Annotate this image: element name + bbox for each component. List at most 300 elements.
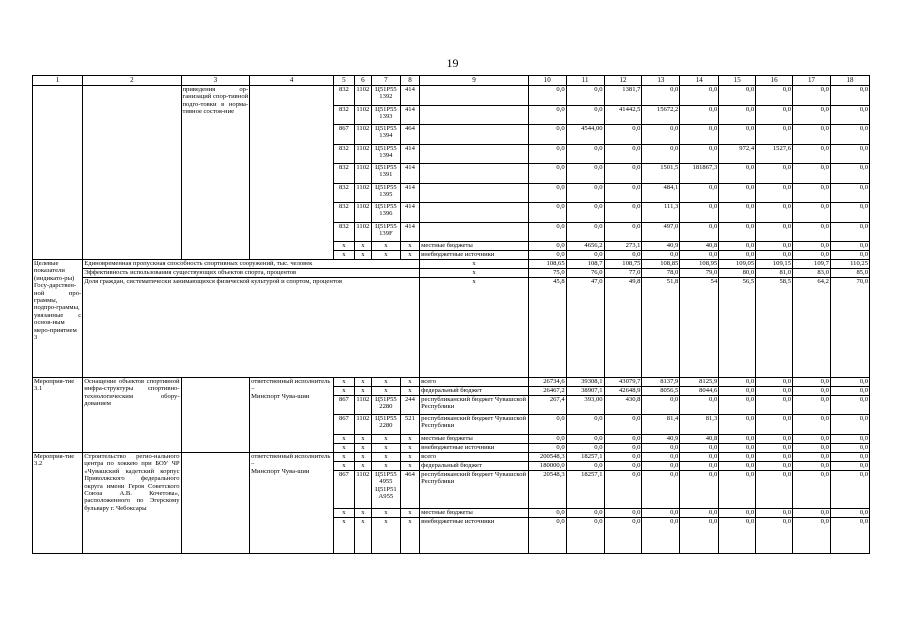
value-cell: 70,0 [830,278,869,378]
measure-name: Оснащение объектов спортивной инфра-структуры спортивно-технологическим обору-дованием [83,378,181,453]
value-cell: 0,0 [719,509,756,518]
value-cell: 0,0 [604,471,642,509]
code-section: 1102 [354,164,371,184]
value-cell: 41442,5 [604,105,642,125]
value-cell: 0,0 [719,86,756,106]
value-cell: 0,0 [830,203,869,223]
value-cell: 0,0 [566,183,604,203]
value-cell: 0,0 [830,378,869,387]
code-section: x [354,453,371,462]
value-cell: 0,0 [793,444,831,453]
column-header: 7 [372,76,401,86]
column-header: 11 [566,76,604,86]
value-cell: 0,0 [793,144,831,164]
value-cell: 0,0 [830,518,869,554]
funding-source [420,144,529,164]
code-target: Ц51Р55 1396 [372,203,401,223]
code-ministry: 832 [334,105,354,125]
value-cell: 0,0 [528,509,566,518]
code-section: 1102 [354,86,371,106]
funding-source: федеральный бюджет [420,387,529,396]
table-row [33,453,870,462]
code-target: Ц51Р55 1392 [372,86,401,106]
value-cell: 0,0 [756,183,793,203]
value-cell: 0,0 [642,396,680,415]
value-cell: 0,0 [528,183,566,203]
value-cell: 0,0 [566,518,604,554]
column-header: 13 [642,76,680,86]
code-ministry: 832 [334,144,354,164]
value-cell: 8137,9 [642,378,680,387]
code-expense: x [400,509,419,518]
value-cell: 0,0 [756,164,793,184]
value-cell: 0,0 [604,509,642,518]
value-cell: 81,0 [756,269,793,278]
value-cell: 497,0 [642,222,680,242]
value-cell: 393,00 [566,396,604,415]
value-cell: 0,0 [566,164,604,184]
funding-source: местные бюджеты [420,509,529,518]
empty-cell [181,453,250,554]
value-cell: 0,0 [604,222,642,242]
code-expense: 414 [400,222,419,242]
empty-cell [83,86,181,260]
executor-cell [250,378,334,453]
value-cell: 0,0 [528,222,566,242]
value-cell: 0,0 [793,86,831,106]
value-cell: 0,0 [680,471,719,509]
value-cell: 0,0 [528,518,566,554]
executor-role: ответственный исполнитель – [251,378,331,393]
value-cell: 0,0 [719,105,756,125]
code-ministry: x [334,378,354,387]
value-cell: 0,0 [719,125,756,145]
value-cell: 0,0 [793,183,831,203]
value-cell: 0,0 [830,435,869,444]
value-cell: 56,5 [719,278,756,378]
value-cell: 4656,2 [566,242,604,251]
code-target: Ц51Р55 1394 [372,144,401,164]
code-ministry: x [334,242,354,251]
code-target: x [372,378,401,387]
code-expense: x [400,518,419,554]
value-cell: 77,0 [604,269,642,278]
value-cell: 0,0 [756,105,793,125]
code-expense: 464 [400,471,419,509]
value-cell: 0,0 [719,396,756,415]
value-cell: 0,0 [604,444,642,453]
code-target: x [372,251,401,260]
value-cell: 83,0 [793,269,831,278]
funding-source: федеральный бюджет [420,462,529,471]
value-cell: 0,0 [793,164,831,184]
value-cell: 0,0 [566,251,604,260]
value-cell: 109,7 [793,260,831,269]
code-section: x [354,444,371,453]
value-cell: 0,0 [719,203,756,223]
value-cell: 109,15 [756,260,793,269]
value-cell: 0,0 [793,462,831,471]
code-ministry: 867 [334,396,354,415]
executor-org: Минспорт Чува-шии [251,392,310,400]
value-cell: 0,0 [528,144,566,164]
code-expense: x [400,387,419,396]
column-header: 1 [33,76,83,86]
code-expense: 521 [400,415,419,435]
code-section: x [354,242,371,251]
column-header: 12 [604,76,642,86]
value-cell: 0,0 [830,387,869,396]
code-target: Ц51Р55 1395 [372,183,401,203]
funding-source [420,86,529,106]
value-cell: 0,0 [756,125,793,145]
value-cell: 0,0 [642,444,680,453]
value-cell: 0,0 [793,471,831,509]
value-cell: 47,0 [566,278,604,378]
funding-source: внебюджетные источники [420,251,529,260]
code-expense: 464 [400,125,419,145]
value-cell: 484,1 [642,183,680,203]
value-cell: 0,0 [830,183,869,203]
code-section: 1102 [354,203,371,223]
value-cell: 0,0 [756,378,793,387]
value-cell: 0,0 [830,222,869,242]
value-cell: 0,0 [719,387,756,396]
value-cell: 8044,6 [680,387,719,396]
value-cell: 0,0 [719,242,756,251]
code-ministry: x [334,509,354,518]
funding-source: всего [420,453,529,462]
funding-source: республиканский бюджет Чувашской Республики [420,471,529,509]
value-cell: 0,0 [566,444,604,453]
code-target: Ц51Р55 1391 [372,164,401,184]
value-cell: 0,0 [719,183,756,203]
column-header: 6 [354,76,371,86]
value-cell: 273,1 [604,242,642,251]
value-cell: 0,0 [756,509,793,518]
funding-source: всего [420,378,529,387]
value-cell: 0,0 [756,203,793,223]
value-cell: 80,0 [719,269,756,278]
column-header: 14 [680,76,719,86]
value-cell: 0,0 [793,387,831,396]
code-target: Ц51Р55 1394 [372,125,401,145]
value-cell: 0,0 [719,453,756,462]
value-cell: 0,0 [604,518,642,554]
value-cell: 0,0 [830,444,869,453]
value-cell: 0,0 [756,415,793,435]
code-target: Ц51Р55 2280 [372,415,401,435]
value-cell: 0,0 [830,164,869,184]
measure-name: Строительство регио-нального центра по хоккею при БОУ ЧР «Чувашский кадетский корпус Приволжского федерального округа имени Героя Советского Союза А.В. Кочетова», расположенного по Эгерскому бульвару г. Чебоксары [83,453,181,554]
funding-source [420,203,529,223]
value-cell: 0,0 [830,242,869,251]
value-cell: 0,0 [830,251,869,260]
value-cell: 0,0 [830,396,869,415]
value-cell: 0,0 [756,444,793,453]
code-target: x [372,387,401,396]
value-cell: 0,0 [830,144,869,164]
column-header: 16 [756,76,793,86]
value-cell: 15672,2 [642,105,680,125]
value-cell: 0,0 [793,203,831,223]
value-cell: 0,0 [680,509,719,518]
value-cell: 81,4 [642,415,680,435]
value-cell: 0,0 [793,435,831,444]
page-number: 19 [446,56,459,70]
funding-source [420,222,529,242]
value-cell: 110,25 [830,260,869,269]
value-cell: 38907,1 [566,387,604,396]
value-cell: 0,0 [566,509,604,518]
funding-source: республиканский бюджет Чувашской Республики [420,396,529,415]
code-expense: 414 [400,203,419,223]
value-cell: 0,0 [566,415,604,435]
code-section: 1102 [354,222,371,242]
table-body [33,76,870,554]
code-section: x [354,518,371,554]
value-cell: 0,0 [680,203,719,223]
value-cell: 64,2 [793,278,831,378]
value-cell: 0,0 [756,251,793,260]
funding-source: местные бюджеты [420,242,529,251]
value-cell: 0,0 [719,251,756,260]
value-cell: 0,0 [528,105,566,125]
budget-table [32,75,870,554]
indicator-name: Единовременная пропускная способность спортивных сооружений, тыс. человек [83,260,420,269]
code-expense: x [400,444,419,453]
value-cell: 0,0 [604,125,642,145]
table-row [33,260,870,269]
value-cell: 43079,7 [604,378,642,387]
column-header: 4 [250,76,334,86]
value-cell: 0,0 [528,251,566,260]
value-cell: 0,0 [528,164,566,184]
value-cell: 51,8 [642,278,680,378]
code-ministry: 832 [334,222,354,242]
code-target: x [372,453,401,462]
value-cell: 8125,9 [680,378,719,387]
value-cell: 0,0 [680,396,719,415]
value-cell: 0,0 [680,125,719,145]
indicator-name: Доля граждан, систематически занимающихся физической культурой и спортом, процентов [83,278,420,378]
value-cell: 0,0 [680,222,719,242]
value-cell: 0,0 [830,453,869,462]
indicator-name: Эффективность использования существующих объектов спорта, процентов [83,269,420,278]
code-ministry: x [334,462,354,471]
value-cell: 972,4 [719,144,756,164]
value-cell: 111,3 [642,203,680,223]
value-cell: 0,0 [604,435,642,444]
value-cell: 0,0 [793,509,831,518]
column-header: 8 [400,76,419,86]
code-ministry: x [334,444,354,453]
value-cell: 49,8 [604,278,642,378]
value-cell: 76,0 [566,269,604,278]
value-cell: 40,9 [642,435,680,444]
value-cell: 0,0 [604,415,642,435]
value-cell: 79,0 [680,269,719,278]
value-cell: 1501,5 [642,164,680,184]
code-target: x [372,509,401,518]
value-cell: 0,0 [719,444,756,453]
value-cell: 0,0 [642,125,680,145]
value-cell: 0,0 [604,164,642,184]
value-cell: 0,0 [566,462,604,471]
value-cell: 8056,5 [642,387,680,396]
value-cell: 0,0 [719,378,756,387]
code-section: 1102 [354,183,371,203]
value-cell: 0,0 [528,444,566,453]
value-cell: 0,0 [719,462,756,471]
column-header: 18 [830,76,869,86]
code-expense: 414 [400,164,419,184]
value-cell: 0,0 [642,509,680,518]
value-cell: 45,8 [528,278,566,378]
value-cell: 18257,1 [566,471,604,509]
column-header: 17 [793,76,831,86]
value-cell: 430,8 [604,396,642,415]
indicator-mark: x [420,260,529,269]
value-cell: 109,05 [719,260,756,269]
code-section: x [354,509,371,518]
code-ministry: 832 [334,164,354,184]
value-cell: 0,0 [528,242,566,251]
code-ministry: 867 [334,415,354,435]
value-cell: 0,0 [756,518,793,554]
value-cell: 0,0 [793,251,831,260]
funding-source: внебюджетные источники [420,518,529,554]
activity-description: приведения ор-ганизаций спор-тивной подго-товки в норма-тивное состоя-ние [181,86,250,260]
code-section: x [354,251,371,260]
value-cell: 18257,1 [566,453,604,462]
value-cell: 181867,3 [680,164,719,184]
code-expense: x [400,251,419,260]
code-target: x [372,462,401,471]
value-cell: 0,0 [793,415,831,435]
column-header: 9 [420,76,529,86]
value-cell: 0,0 [528,125,566,145]
column-header: 10 [528,76,566,86]
table-row [33,86,870,106]
value-cell: 0,0 [604,183,642,203]
value-cell: 0,0 [528,203,566,223]
value-cell: 0,0 [680,251,719,260]
funding-source [420,125,529,145]
code-expense: 414 [400,105,419,125]
value-cell: 0,0 [604,251,642,260]
value-cell: 0,0 [830,125,869,145]
funding-source [420,164,529,184]
code-expense: 414 [400,144,419,164]
code-target: x [372,435,401,444]
value-cell: 1527,6 [756,144,793,164]
value-cell: 0,0 [680,462,719,471]
code-section: x [354,387,371,396]
empty-cell [181,378,250,453]
value-cell: 0,0 [793,453,831,462]
value-cell: 40,8 [680,435,719,444]
code-ministry: 832 [334,203,354,223]
code-section: 1102 [354,471,371,509]
value-cell: 108,65 [528,260,566,269]
value-cell: 54 [680,278,719,378]
code-section: x [354,462,371,471]
value-cell: 0,0 [830,509,869,518]
executor-role: ответственный исполнитель – [251,453,331,468]
code-ministry: 867 [334,471,354,509]
value-cell: 0,0 [566,105,604,125]
value-cell: 78,0 [642,269,680,278]
value-cell: 0,0 [756,462,793,471]
value-cell: 81,3 [680,415,719,435]
value-cell: 26734,6 [528,378,566,387]
value-cell: 0,0 [642,462,680,471]
code-ministry: x [334,251,354,260]
code-ministry: x [334,453,354,462]
value-cell: 0,0 [719,164,756,184]
table-row [33,378,870,387]
code-ministry: x [334,387,354,396]
value-cell: 0,0 [680,518,719,554]
value-cell: 0,0 [719,471,756,509]
value-cell: 0,0 [756,387,793,396]
code-section: x [354,435,371,444]
value-cell: 0,0 [566,86,604,106]
code-target: x [372,518,401,554]
empty-cell [250,86,334,260]
value-cell: 0,0 [642,471,680,509]
code-section: 1102 [354,144,371,164]
value-cell: 0,0 [604,462,642,471]
code-section: 1102 [354,105,371,125]
column-header: 5 [334,76,354,86]
value-cell: 0,0 [528,86,566,106]
code-expense: x [400,378,419,387]
code-ministry: 867 [334,125,354,145]
table-row [33,76,870,86]
targets-label: Целевые показатели (индикато-ры) Госу-дарствен-ной про-граммы, подпро-граммы, увязанные с основ-ным меро-приятием 3 [33,260,83,378]
value-cell: 0,0 [680,105,719,125]
value-cell: 40,8 [680,242,719,251]
value-cell: 0,0 [528,415,566,435]
executor-org: Минспорт Чува-шии [251,467,310,475]
code-section: x [354,378,371,387]
value-cell: 0,0 [680,453,719,462]
value-cell: 0,0 [793,396,831,415]
value-cell: 180000,0 [528,462,566,471]
measure-label: Мероприя-тие 3.2 [33,453,83,554]
code-expense: 244 [400,396,419,415]
value-cell: 267,4 [528,396,566,415]
value-cell: 0,0 [719,435,756,444]
value-cell: 0,0 [756,453,793,462]
value-cell: 108,75 [604,260,642,269]
value-cell: 0,0 [756,86,793,106]
measure-label: Мероприя-тие 3.1 [33,378,83,453]
value-cell: 0,0 [680,183,719,203]
value-cell: 0,0 [756,396,793,415]
table-row [33,269,870,278]
value-cell: 0,0 [793,222,831,242]
code-expense: 414 [400,86,419,106]
column-header: 2 [83,76,181,86]
value-cell: 0,0 [566,144,604,164]
value-cell: 39308,1 [566,378,604,387]
value-cell: 0,0 [680,444,719,453]
value-cell: 0,0 [680,144,719,164]
value-cell: 85,0 [830,269,869,278]
